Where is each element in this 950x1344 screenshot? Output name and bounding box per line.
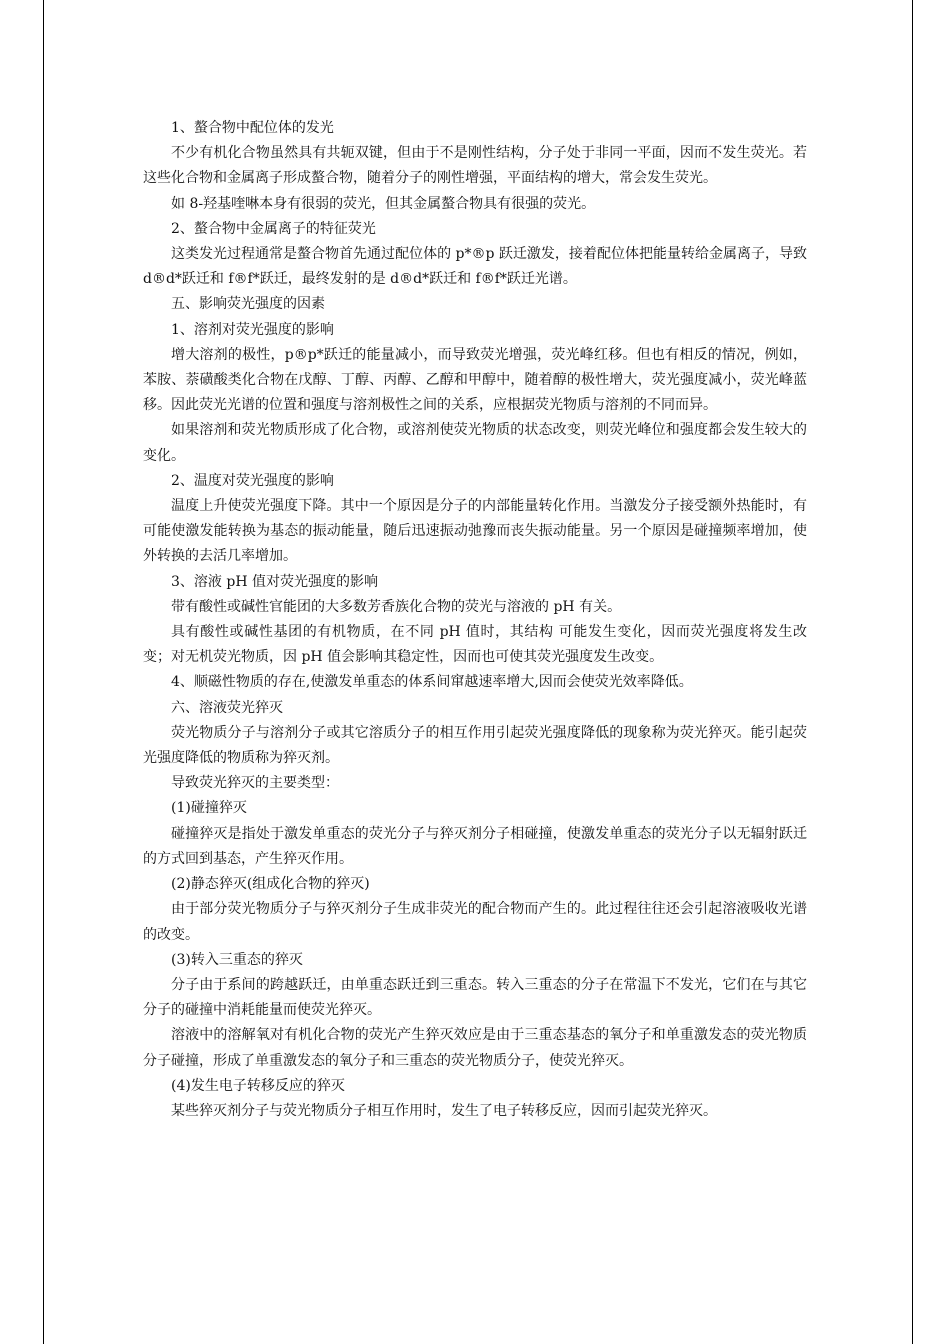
paragraph-dissolved-oxygen: 溶液中的溶解氧对有机化合物的荧光产生猝灭效应是由于三重态基态的氧分子和单重激发态的荧光物质分子碰撞，形成了单重激发态的氧分子和三重态的荧光物质分子，使荧光猝灭。	[143, 1027, 807, 1069]
heading-ph-effect: 3、溶液 pH 值对荧光强度的影响	[171, 573, 378, 590]
paragraph-conjugated-compounds: 不少有机化合物虽然具有共轭双键，但由于不是刚性结构，分子处于非同一平面，因而不发生荧光。若这些化合物和金属离子形成螯合物，随着分子的刚性增强，平面结构的增大，常会发生荧光。	[143, 145, 807, 187]
paragraph-energy-transfer: 这类发光过程通常是螯合物首先通过配位体的 p*®p 跃迁激发，接着配位体把能量转给金属离子，导致 d®d*跃迁和 f®f*跃迁，最终发射的是 d®d*跃迁和 f®f*跃迁光谱。	[143, 246, 807, 288]
document-body	[143, 116, 807, 1124]
paragraph-static-quenching: 由于部分荧光物质分子与猝灭剂分子生成非荧光的配合物而产生的。此过程往往还会引起溶液吸收光谱的改变。	[143, 901, 807, 943]
paragraph-collision-quenching: 碰撞猝灭是指处于激发单重态的荧光分子与猝灭剂分子相碰撞，使激发单重态的荧光分子以无辐射跃迁的方式回到基态，产生猝灭作用。	[143, 825, 807, 867]
paragraph-acid-base-groups: 具有酸性或碱性基团的有机物质，在不同 pH 值时，其结构 可能发生变化，因而荧光强度将发生改变；对无机荧光物质，因 pH 值会影响其稳定性，因而也可使其荧光强度发生改变。	[143, 624, 807, 666]
heading-chelate-ligand-luminescence: 1、螯合物中配位体的发光	[171, 120, 334, 136]
heading-triplet-quenching: (3)转入三重态的猝灭	[171, 951, 303, 968]
heading-static-quenching: (2)静态猝灭(组成化合物的猝灭)	[171, 876, 370, 893]
page-border-left	[43, 0, 44, 1344]
section-heading-factors: 五、影响荧光强度的因素	[171, 296, 325, 313]
paragraph-electron-transfer: 某些猝灭剂分子与荧光物质分子相互作用时，发生了电子转移反应，因而引起荧光猝灭。	[171, 1102, 717, 1119]
paragraph-intersystem-crossing: 分子由于系间的跨越跃迁，由单重态跃迁到三重态。转入三重态的分子在常温下不发光，它们在与其它分子的碰撞中消耗能量而使荧光猝灭。	[143, 976, 807, 1019]
heading-electron-transfer-quenching: (4)发生电子转移反应的猝灭	[171, 1077, 345, 1094]
paragraph-paramagnetic: 4、顺磁性物质的存在,使激发单重态的体系间窜越速率增大,因而会使荧光效率降低。	[171, 674, 693, 691]
paragraph-quenching-types: 导致荧光猝灭的主要类型：	[171, 775, 339, 792]
page-border-right	[912, 0, 913, 1344]
paragraph-8-hydroxyquinoline: 如 8-羟基喹啉本身有很弱的荧光，但其金属螯合物具有很强的荧光。	[171, 195, 596, 212]
paragraph-solvent-compound: 如果溶剂和荧光物质形成了化合物，或溶剂使荧光物质的状态改变，则荧光峰位和强度都会发生较大的变化。	[143, 422, 807, 464]
paragraph-quenching-definition: 荧光物质分子与溶剂分子或其它溶质分子的相互作用引起荧光强度降低的现象称为荧光猝灭。能引起荧光强度降低的物质称为猝灭剂。	[143, 724, 807, 767]
paragraph-temperature: 温度上升使荧光强度下降。其中一个原因是分子的内部能量转化作用。当激发分子接受额外热能时，有可能使激发能转换为基态的振动能量，随后迅速振动弛豫而丧失振动能量。另一个原因是碰撞频率增加，使外转换的去活几率增加。	[143, 498, 807, 565]
heading-metal-ion-fluorescence: 2、螯合物中金属离子的特征荧光	[171, 220, 376, 237]
heading-temperature-effect: 2、温度对荧光强度的影响	[171, 472, 334, 489]
paragraph-aromatic-ph: 带有酸性或碱性官能团的大多数芳香族化合物的荧光与溶液的 pH 有关。	[171, 598, 622, 615]
section-heading-quenching: 六、溶液荧光猝灭	[171, 699, 283, 716]
heading-collision-quenching: (1)碰撞猝灭	[171, 800, 247, 817]
heading-solvent-effect: 1、溶剂对荧光强度的影响	[171, 321, 334, 338]
paragraph-solvent-polarity: 增大溶剂的极性，p®p*跃迁的能量减小，而导致荧光增强，荧光峰红移。但也有相反的情况，例如，苯胺、萘磺酸类化合物在戊醇、丁醇、丙醇、乙醇和甲醇中，随着醇的极性增大，荧光强度减小，荧光峰蓝移。因此荧光光谱的位置和强度与溶剂极性之间的关系，应根据荧光物质与溶剂的不同而异。	[143, 346, 807, 414]
